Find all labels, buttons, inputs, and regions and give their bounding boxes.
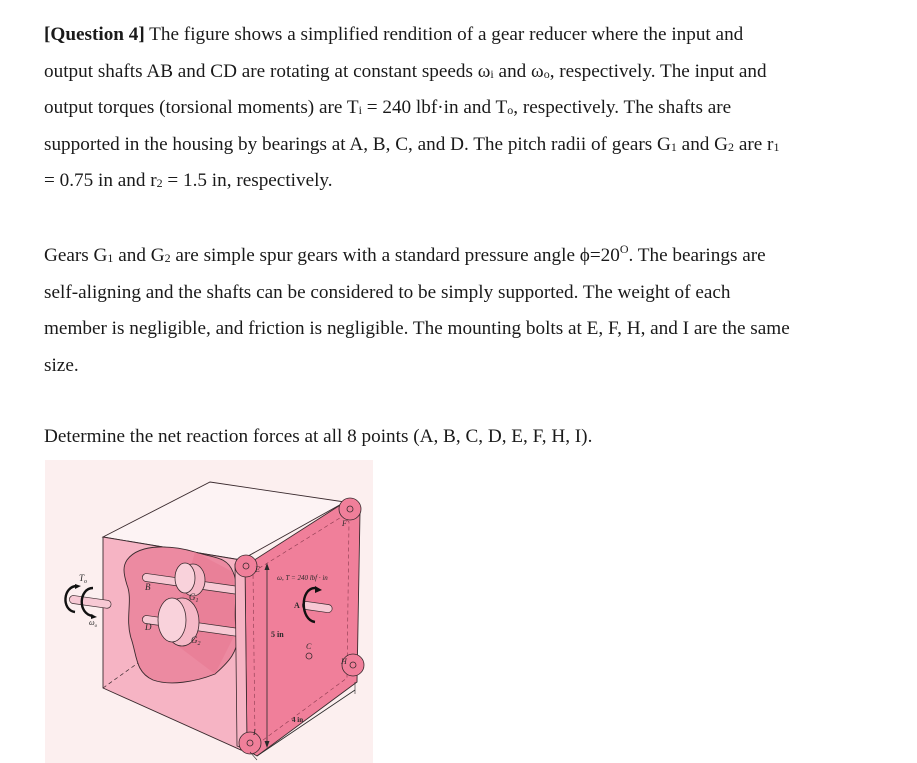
question-paragraph-2 — [44, 238, 904, 384]
paragraph-2-line-4: size. — [44, 354, 79, 376]
label-5in: 5 in — [271, 630, 284, 639]
label-G1: $G_1$ — [189, 592, 199, 604]
label-E: E — [255, 565, 260, 574]
label-H: H — [341, 657, 347, 666]
label-input-torque: ω, T = 240 lbf · in — [277, 574, 328, 582]
label-C: C — [306, 642, 312, 651]
paragraph-1-line-1: [Question 4] The figure shows a simplified rendition of a gear reducer where the input and — [44, 24, 744, 45]
gear-reducer-diagram — [45, 460, 373, 763]
gear-reducer-figure — [45, 460, 373, 763]
paragraph-1-line-3: output torques (torsional moments) are Ti = 240 lbf·in and To, respectively. The shafts are — [44, 97, 732, 118]
bolt-I-lug — [239, 732, 261, 754]
question-task — [44, 419, 904, 456]
question-heading: [Question 4] — [44, 24, 145, 45]
paragraph-1-line-4: supported in the housing by bearings at A, B, C, and D. The pitch radii of gears G1 and G2 are r1 — [44, 133, 780, 155]
bolt-F-lug — [339, 498, 361, 520]
paragraph-1-line-5: = 0.75 in and r2 = 1.5 in, respectively. — [44, 170, 333, 191]
paragraph-2-line-3: member is negligible, and friction is negligible. The mounting bolts at E, F, H, and I are the same — [44, 318, 790, 339]
label-B: B — [145, 582, 151, 592]
label-omega-o: $\omega_o$ — [89, 618, 98, 629]
paragraph-2-line-1: Gears G1 and G2 are simple spur gears with a standard pressure angle $\phi=20^O$. The bearings are — [44, 242, 766, 266]
label-A: A — [294, 601, 300, 610]
question-paragraph-1 — [44, 17, 904, 200]
label-To: $T_o$ — [79, 573, 88, 585]
paragraph-2-line-2: self-aligning and the shafts can be considered to be simply supported. The weight of each — [44, 281, 731, 303]
bolt-E-lug — [235, 555, 257, 577]
label-D: D — [145, 622, 152, 632]
label-F: F — [342, 519, 347, 528]
task-line: Determine the net reaction forces at all 8 points (A, B, C, D, E, F, H, I). — [44, 426, 593, 447]
paragraph-1-line-2: output shafts AB and CD are rotating at constant speeds ωi and ωo, respectively. The input and — [44, 60, 767, 82]
label-4in: 4 in — [292, 716, 304, 724]
label-I: I — [253, 728, 256, 737]
label-G2: $G_2$ — [191, 635, 201, 647]
